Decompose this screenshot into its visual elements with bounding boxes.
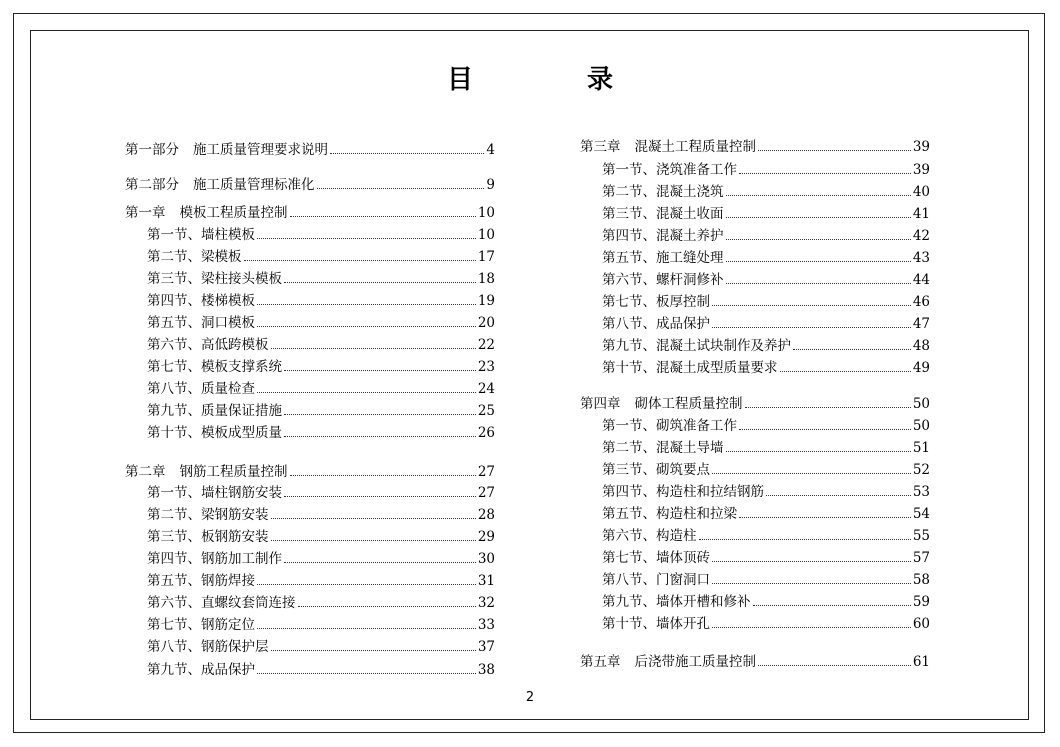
toc-dot-leader (739, 162, 911, 174)
toc-dot-leader (257, 315, 476, 327)
toc-entry-label: 第八节、 (147, 381, 201, 397)
toc-entry-title: 模板成型质量 (201, 425, 282, 441)
toc-entry-label: 第三节、 (602, 206, 656, 222)
toc-entry-label: 第二节、 (602, 184, 656, 200)
toc-entry-label: 第七节、 (602, 294, 656, 310)
toc-dot-leader (257, 573, 476, 585)
toc-entry (580, 460, 930, 480)
toc-dot-leader (712, 462, 911, 474)
toc-entry (580, 137, 930, 157)
toc-entry-label: 第六节、 (602, 528, 656, 544)
toc-entry-label: 第八节、 (602, 316, 656, 332)
toc-entry (580, 336, 930, 356)
toc-dot-leader (284, 485, 476, 497)
toc-entry-page: 27 (477, 464, 495, 480)
toc-entry-title: 砌筑准备工作 (656, 418, 737, 434)
toc-entry-label: 第九节、 (602, 338, 656, 354)
toc-entry-page: 41 (912, 206, 930, 222)
toc-entry (580, 482, 930, 502)
toc-entry (580, 614, 930, 634)
toc-entry-page: 54 (912, 506, 930, 522)
toc-entry-label: 第一节、 (147, 485, 201, 501)
toc-entry-label: 第三节、 (147, 529, 201, 545)
toc-entry (125, 660, 495, 680)
toc-entry-title: 墙体开孔 (656, 616, 710, 632)
toc-entry-label: 第三节、 (602, 462, 656, 478)
toc-entry-title: 混凝土浇筑 (656, 184, 724, 200)
toc-entry-label: 第四章 (580, 396, 621, 412)
toc-entry-label: 第一章 (125, 205, 166, 221)
toc-entry-page: 23 (477, 359, 495, 375)
toc-entry (125, 615, 495, 635)
toc-entry-title: 钢筋加工制作 (201, 551, 282, 567)
toc-entry (125, 203, 495, 223)
toc-entry-page: 47 (912, 316, 930, 332)
toc-entry-label: 第六节、 (602, 272, 656, 288)
toc-dot-leader (758, 654, 911, 666)
toc-dot-leader (745, 396, 911, 408)
toc-entry-title: 钢筋定位 (201, 617, 255, 633)
toc-entry-page: 4 (486, 142, 495, 158)
toc-entry (125, 505, 495, 525)
toc-entry (580, 182, 930, 202)
toc-dot-leader (317, 177, 485, 189)
toc-dot-leader (284, 271, 476, 283)
toc-entry-title: 墙体开槽和修补 (656, 594, 751, 610)
toc-dot-leader (780, 360, 911, 372)
toc-entry-title: 梁钢筋安装 (201, 507, 269, 523)
toc-entry-label: 第二节、 (147, 507, 201, 523)
toc-entry (580, 314, 930, 334)
toc-title: 目 录 (446, 65, 657, 95)
toc-dot-leader (257, 293, 476, 305)
page-number: 2 (525, 690, 535, 705)
toc-entry-title: 高低跨模板 (201, 337, 269, 353)
toc-entry-page: 52 (912, 462, 930, 478)
toc-entry-title: 楼梯模板 (201, 293, 255, 309)
toc-entry-page: 49 (912, 360, 930, 376)
toc-entry-page: 24 (477, 381, 495, 397)
toc-dot-leader (712, 550, 911, 562)
toc-entry-label: 第九节、 (147, 403, 201, 419)
toc-entry (125, 593, 495, 613)
toc-dot-leader (271, 507, 476, 519)
toc-entry-page: 61 (912, 654, 930, 670)
toc-entry (580, 394, 930, 414)
toc-entry (580, 248, 930, 268)
toc-dot-leader (257, 381, 476, 393)
toc-entry-label: 第七节、 (147, 359, 201, 375)
toc-entry-page: 55 (912, 528, 930, 544)
toc-dot-leader (699, 528, 911, 540)
toc-entry-label: 第一部分 (125, 142, 179, 158)
toc-dot-leader (739, 506, 911, 518)
toc-entry (125, 291, 495, 311)
toc-entry-title: 钢筋保护层 (201, 639, 269, 655)
toc-entry-title: 钢筋工程质量控制 (179, 464, 288, 480)
toc-entry-label: 第三章 (580, 139, 621, 155)
toc-entry (580, 204, 930, 224)
toc-entry-label: 第一节、 (602, 162, 656, 178)
toc-entry (125, 313, 495, 333)
toc-dot-leader (298, 595, 476, 607)
toc-entry-title: 梁柱接头模板 (201, 271, 282, 287)
toc-entry-page: 51 (912, 440, 930, 456)
toc-entry (125, 140, 495, 160)
toc-dot-leader (726, 272, 911, 284)
toc-entry-label: 第三节、 (147, 271, 201, 287)
toc-entry-title: 墙柱模板 (201, 227, 255, 243)
toc-dot-leader (726, 250, 911, 262)
toc-entry (125, 423, 495, 443)
toc-entry-page: 19 (477, 293, 495, 309)
toc-dot-leader (330, 142, 484, 154)
toc-entry-label: 第二节、 (147, 249, 201, 265)
toc-entry (580, 358, 930, 378)
toc-entry-label: 第十节、 (602, 616, 656, 632)
toc-entry-label: 第一节、 (602, 418, 656, 434)
toc-entry-page: 39 (912, 139, 930, 155)
toc-entry-title: 混凝土导墙 (656, 440, 724, 456)
toc-entry-page: 26 (477, 425, 495, 441)
toc-entry-title: 浇筑准备工作 (656, 162, 737, 178)
toc-entry-title: 施工缝处理 (656, 250, 724, 266)
toc-dot-leader (726, 228, 911, 240)
toc-entry-title: 钢筋焊接 (201, 573, 255, 589)
toc-entry (580, 504, 930, 524)
toc-entry (580, 570, 930, 590)
toc-entry-title: 砌体工程质量控制 (634, 396, 743, 412)
toc-entry-label: 第二章 (125, 464, 166, 480)
toc-entry-title: 洞口模板 (201, 315, 255, 331)
toc-entry-title: 成品保护 (656, 316, 710, 332)
toc-entry (125, 379, 495, 399)
toc-entry-page: 42 (912, 228, 930, 244)
toc-entry (125, 357, 495, 377)
toc-dot-leader (753, 594, 911, 606)
toc-entry-page: 46 (912, 294, 930, 310)
toc-entry-page: 25 (477, 403, 495, 419)
toc-dot-leader (284, 403, 476, 415)
toc-entry-page: 43 (912, 250, 930, 266)
toc-entry-title: 构造柱和拉结钢筋 (656, 484, 764, 500)
toc-entry-title: 后浇带施工质量控制 (634, 654, 756, 670)
toc-dot-leader (766, 484, 911, 496)
toc-entry-title: 混凝土成型质量要求 (656, 360, 778, 376)
toc-dot-leader (726, 206, 911, 218)
toc-entry-title: 施工质量管理标准化 (193, 177, 315, 193)
toc-dot-leader (712, 616, 911, 628)
toc-entry-title: 板钢筋安装 (201, 529, 269, 545)
toc-entry-page: 57 (912, 550, 930, 566)
toc-entry-title: 板厚控制 (656, 294, 710, 310)
toc-entry-page: 38 (477, 662, 495, 678)
toc-entry-title: 模板支撑系统 (201, 359, 282, 375)
toc-entry-title: 混凝土试块制作及养护 (656, 338, 791, 354)
toc-entry-label: 第八节、 (147, 639, 201, 655)
toc-entry-title: 质量保证措施 (201, 403, 282, 419)
toc-entry-page: 59 (912, 594, 930, 610)
toc-entry (580, 160, 930, 180)
toc-entry-page: 53 (912, 484, 930, 500)
toc-entry (125, 571, 495, 591)
toc-entry-label: 第八节、 (602, 572, 656, 588)
toc-entry (580, 592, 930, 612)
toc-entry-label: 第五节、 (602, 250, 656, 266)
toc-entry-page: 50 (912, 418, 930, 434)
toc-entry (125, 225, 495, 245)
toc-entry-title: 模板工程质量控制 (179, 205, 288, 221)
toc-entry-page: 10 (477, 205, 495, 221)
toc-entry (125, 269, 495, 289)
toc-dot-leader (284, 425, 476, 437)
toc-entry-title: 混凝土养护 (656, 228, 724, 244)
toc-entry-page: 39 (912, 162, 930, 178)
toc-entry-label: 第五章 (580, 654, 621, 670)
toc-entry-page: 31 (477, 573, 495, 589)
toc-entry (125, 335, 495, 355)
toc-entry-label: 第十节、 (602, 360, 656, 376)
toc-entry (125, 637, 495, 657)
toc-entry-page: 20 (477, 315, 495, 331)
toc-entry-title: 墙柱钢筋安装 (201, 485, 282, 501)
toc-entry (125, 175, 495, 195)
toc-entry-label: 第六节、 (147, 337, 201, 353)
toc-entry-page: 44 (912, 272, 930, 288)
toc-entry (125, 401, 495, 421)
toc-entry (580, 292, 930, 312)
toc-entry (125, 549, 495, 569)
toc-entry-label: 第六节、 (147, 595, 201, 611)
toc-dot-leader (271, 337, 476, 349)
toc-entry-label: 第二部分 (125, 177, 179, 193)
toc-entry-label: 第二节、 (602, 440, 656, 456)
toc-dot-leader (257, 227, 476, 239)
toc-entry-page: 27 (477, 485, 495, 501)
toc-entry-page: 60 (912, 616, 930, 632)
toc-entry-page: 28 (477, 507, 495, 523)
toc-entry (125, 483, 495, 503)
toc-entry-title: 混凝土工程质量控制 (634, 139, 756, 155)
toc-dot-leader (244, 249, 476, 261)
toc-entry-page: 50 (912, 396, 930, 412)
toc-entry-title: 构造柱 (656, 528, 697, 544)
toc-dot-leader (726, 440, 911, 452)
toc-dot-leader (712, 294, 911, 306)
toc-entry (125, 247, 495, 267)
toc-entry (580, 226, 930, 246)
toc-dot-leader (284, 551, 476, 563)
toc-entry-label: 第五节、 (147, 573, 201, 589)
toc-entry-page: 33 (477, 617, 495, 633)
toc-entry-title: 质量检查 (201, 381, 255, 397)
toc-dot-leader (284, 359, 476, 371)
toc-entry-title: 螺杆洞修补 (656, 272, 724, 288)
toc-entry (580, 652, 930, 672)
toc-entry-page: 30 (477, 551, 495, 567)
toc-entry (580, 270, 930, 290)
toc-dot-leader (290, 464, 476, 476)
toc-entry-label: 第四节、 (602, 228, 656, 244)
toc-entry-title: 门窗洞口 (656, 572, 710, 588)
toc-entry-label: 第九节、 (147, 662, 201, 678)
toc-entry (580, 526, 930, 546)
toc-entry-title: 梁模板 (201, 249, 242, 265)
toc-entry-title: 直螺纹套筒连接 (201, 595, 296, 611)
toc-entry-label: 第四节、 (602, 484, 656, 500)
toc-entry-title: 构造柱和拉梁 (656, 506, 737, 522)
toc-entry-label: 第五节、 (147, 315, 201, 331)
toc-entry-label: 第九节、 (602, 594, 656, 610)
toc-dot-leader (726, 184, 911, 196)
toc-entry-page: 17 (477, 249, 495, 265)
toc-dot-leader (712, 316, 911, 328)
toc-entry-title: 墙体顶砖 (656, 550, 710, 566)
toc-entry-page: 29 (477, 529, 495, 545)
toc-entry-page: 58 (912, 572, 930, 588)
toc-entry-label: 第一节、 (147, 227, 201, 243)
toc-entry-label: 第七节、 (602, 550, 656, 566)
toc-entry-page: 48 (912, 338, 930, 354)
toc-entry (580, 438, 930, 458)
toc-entry-page: 10 (477, 227, 495, 243)
toc-dot-leader (257, 617, 476, 629)
toc-entry-label: 第十节、 (147, 425, 201, 441)
toc-entry-page: 9 (486, 177, 495, 193)
toc-dot-leader (271, 639, 476, 651)
toc-dot-leader (793, 338, 911, 350)
toc-entry (580, 416, 930, 436)
toc-entry-title: 砌筑要点 (656, 462, 710, 478)
toc-entry-page: 22 (477, 337, 495, 353)
toc-entry-title: 混凝土收面 (656, 206, 724, 222)
toc-entry (580, 548, 930, 568)
toc-entry-title: 成品保护 (201, 662, 255, 678)
toc-entry-title: 施工质量管理要求说明 (193, 142, 328, 158)
toc-entry-label: 第五节、 (602, 506, 656, 522)
toc-entry-label: 第四节、 (147, 293, 201, 309)
toc-entry (125, 527, 495, 547)
toc-entry-page: 18 (477, 271, 495, 287)
toc-entry-page: 37 (477, 639, 495, 655)
toc-entry-page: 32 (477, 595, 495, 611)
toc-dot-leader (739, 418, 911, 430)
toc-entry-label: 第四节、 (147, 551, 201, 567)
toc-dot-leader (290, 205, 476, 217)
toc-dot-leader (712, 572, 911, 584)
toc-entry-page: 40 (912, 184, 930, 200)
toc-entry-label: 第七节、 (147, 617, 201, 633)
toc-dot-leader (257, 662, 476, 674)
toc-entry (125, 462, 495, 482)
toc-dot-leader (758, 139, 911, 151)
toc-dot-leader (271, 529, 476, 541)
